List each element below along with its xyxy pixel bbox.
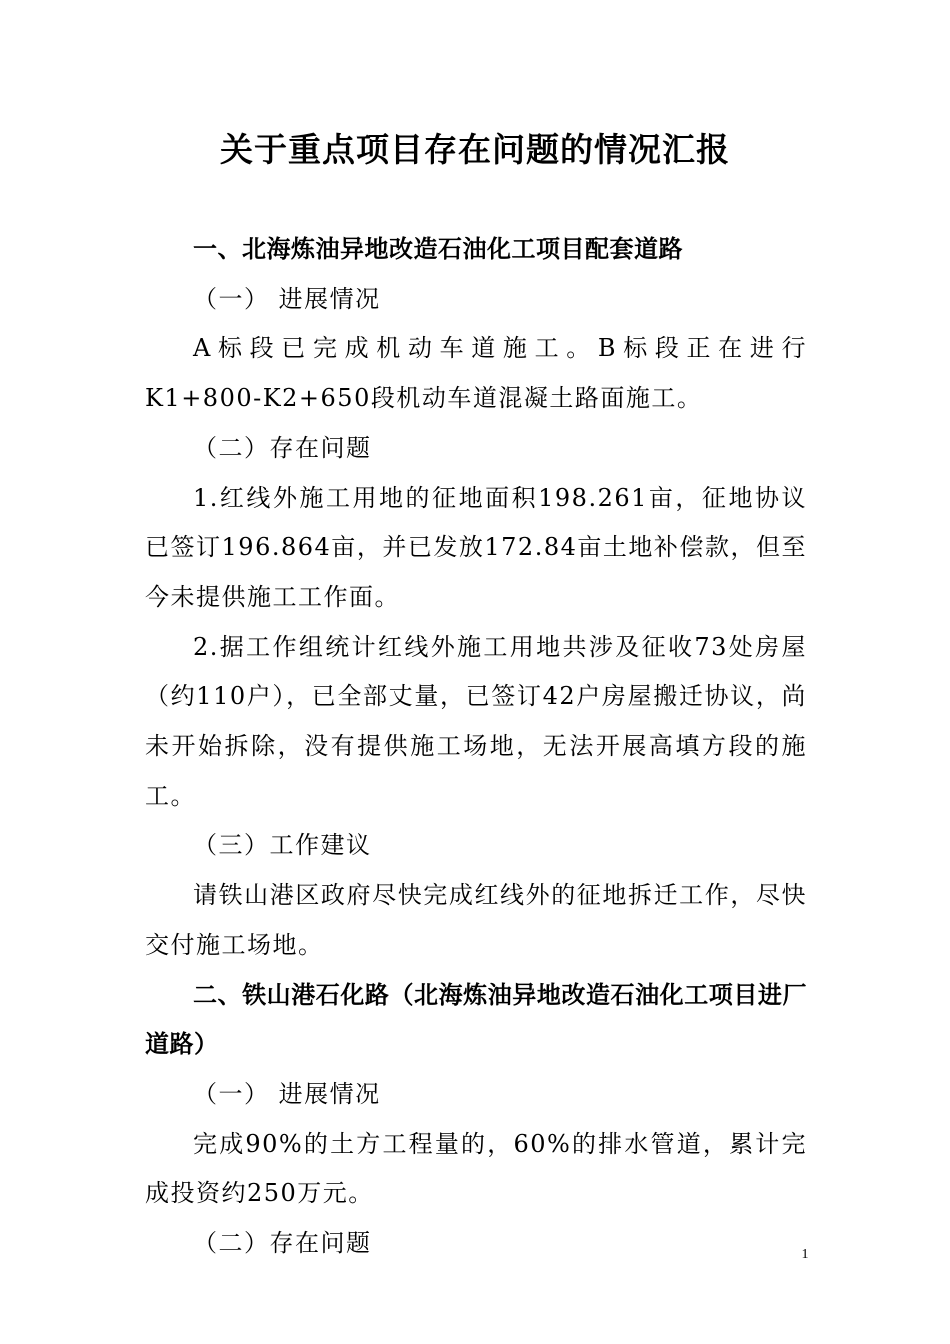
section-1-suggestion-text: 请铁山港区政府尽快完成红线外的征地拆迁工作，尽快交付施工场地。 [145, 881, 807, 959]
section-2-heading: 二、铁山港石化路（北海炼油异地改造石油化工项目进厂道路） [145, 980, 807, 1059]
page-number: 1 [801, 1247, 809, 1262]
section-1-progress-heading: （一） 进展情况 [193, 284, 381, 313]
section-1-progress-text: A标段已完成机动车道施工。B标段正在进行K1+800-K2+650段机动车道混凝土路面施工。 [145, 334, 807, 413]
section-1-issues-heading: （二）存在问题 [193, 433, 372, 462]
section-2-progress-heading: （一） 进展情况 [193, 1079, 381, 1108]
section-1-heading: 一、北海炼油异地改造石油化工项目配套道路 [193, 235, 683, 263]
document-body [145, 225, 807, 1269]
section-1-issue-2: 2.据工作组统计红线外施工用地共涉及征收73处房屋（约110户），已全部丈量，已签订42户房屋搬迁协议，尚未开始拆除，没有提供施工场地，无法开展高填方段的施工。 [145, 632, 807, 810]
document-title: 关于重点项目存在问题的情况汇报 [220, 130, 730, 169]
section-2-progress-text: 完成90%的土方工程量的，60%的排水管道，累计完成投资约250万元。 [145, 1129, 807, 1208]
section-1-suggestion-heading: （三）工作建议 [193, 831, 372, 860]
section-2-issues-heading: （二）存在问题 [193, 1229, 372, 1258]
section-1-issue-1: 1.红线外施工用地的征地面积198.261亩，征地协议已签订196.864亩，并已发放172.84亩土地补偿款，但至今未提供施工工作面。 [145, 483, 807, 611]
